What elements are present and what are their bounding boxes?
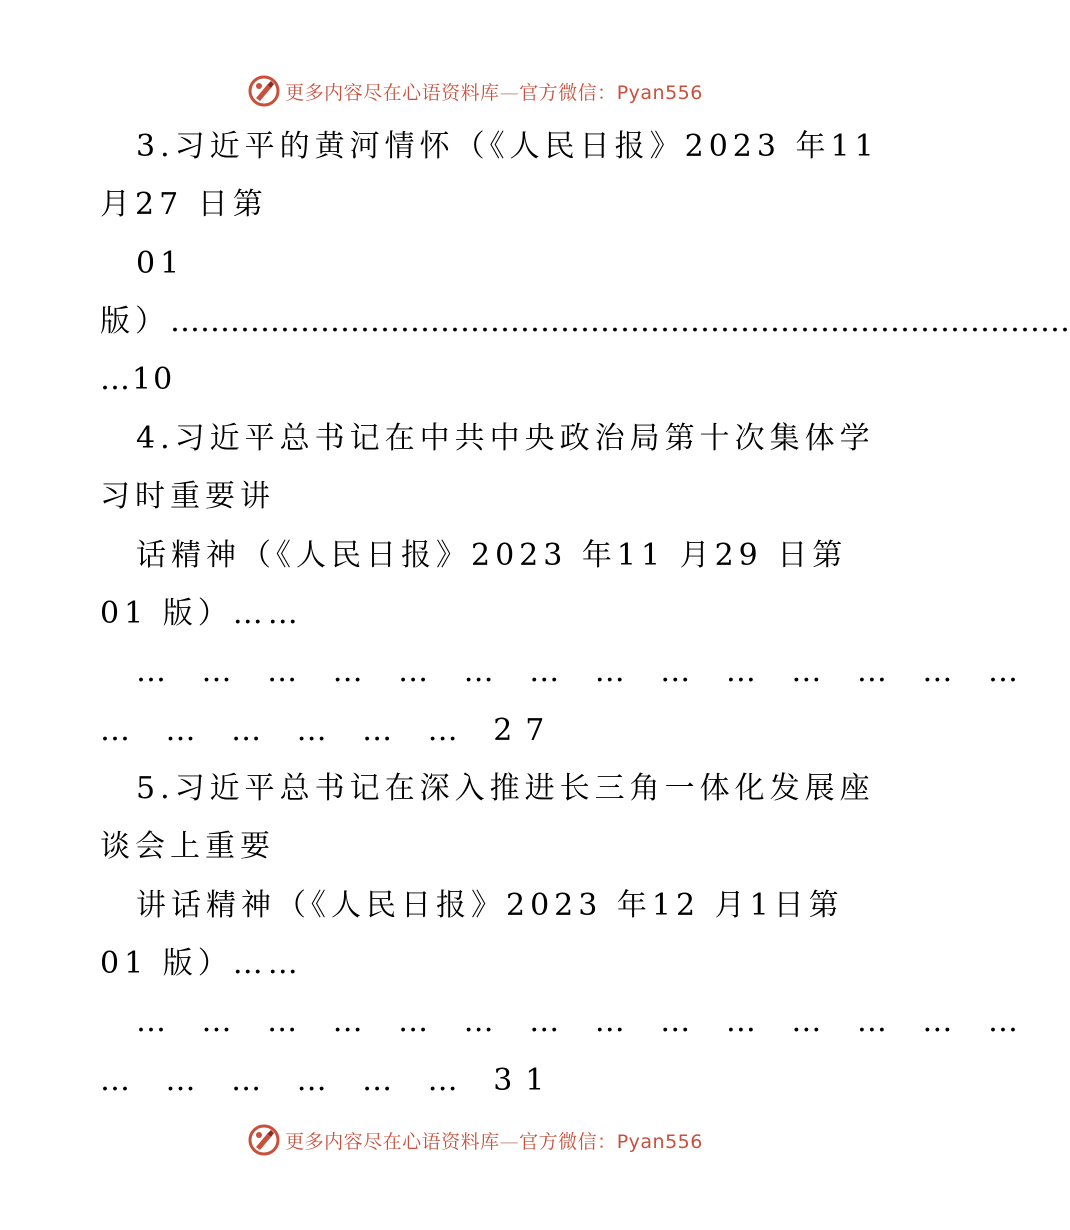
pen-nib-seal-icon <box>247 1123 281 1157</box>
toc-entry-5-edition: 01 版）…… <box>100 946 303 981</box>
toc-entry-3-edition: 版） <box>100 304 170 339</box>
footer-watermark <box>0 1120 950 1160</box>
watermark-wechat-id: Pyan556 <box>616 81 703 104</box>
toc-entry-5-title-line3: 讲话精神（《人民日报》2023 年12 月1日第 <box>136 888 844 923</box>
toc-entry-5-title-line2: 谈会上重要 <box>100 829 275 864</box>
watermark-text <box>285 78 703 105</box>
toc-entry-4-title-line2: 习时重要讲 <box>100 479 275 514</box>
watermark-separator: — <box>499 81 520 104</box>
watermark-official-label: 官方微信： <box>519 1130 617 1153</box>
toc-entry-5-page-number: … … … … … … 31 <box>100 1063 558 1098</box>
header-watermark <box>0 71 950 111</box>
watermark-separator: — <box>499 1130 520 1153</box>
watermark-label: 更多内容尽在心语资料库 <box>285 1130 500 1153</box>
toc-entry-3-dot-leader: ……………………………………………………………………………… <box>170 304 1070 339</box>
toc-entry-4-page-number: … … … … … … 27 <box>100 713 558 748</box>
watermark-wechat-id: Pyan556 <box>616 1130 703 1153</box>
watermark-text <box>285 1127 703 1154</box>
watermark-label: 更多内容尽在心语资料库 <box>285 81 500 104</box>
toc-entry-3-page-number: …10 <box>100 362 175 397</box>
toc-entry-5-dot-leader: … … … … … … … … … … … … … … <box>136 1004 1031 1039</box>
watermark-official-label: 官方微信： <box>519 81 617 104</box>
toc-entry-4-dot-leader: … … … … … … … … … … … … … … <box>136 654 1031 689</box>
toc-entry-3-title-line2: 月27 日第 <box>100 187 268 222</box>
toc-entry-4-title-line3: 话精神（《人民日报》2023 年11 月29 日第 <box>136 538 848 573</box>
toc-entry-4-edition: 01 版）…… <box>100 596 303 631</box>
toc-entry-3-leader-row <box>100 302 1070 342</box>
pen-nib-seal-icon <box>247 74 281 108</box>
toc-entry-3-title-line1[interactable]: 3.习近平的黄河情怀（《人民日报》2023 年11 <box>136 129 879 164</box>
toc-entry-3-title-line3: 01 <box>136 246 185 281</box>
toc-entry-4-title-line1[interactable]: 4.习近平总书记在中共中央政治局第十次集体学 <box>136 421 875 456</box>
toc-entry-5-title-line1[interactable]: 5.习近平总书记在深入推进长三角一体化发展座 <box>136 771 875 806</box>
